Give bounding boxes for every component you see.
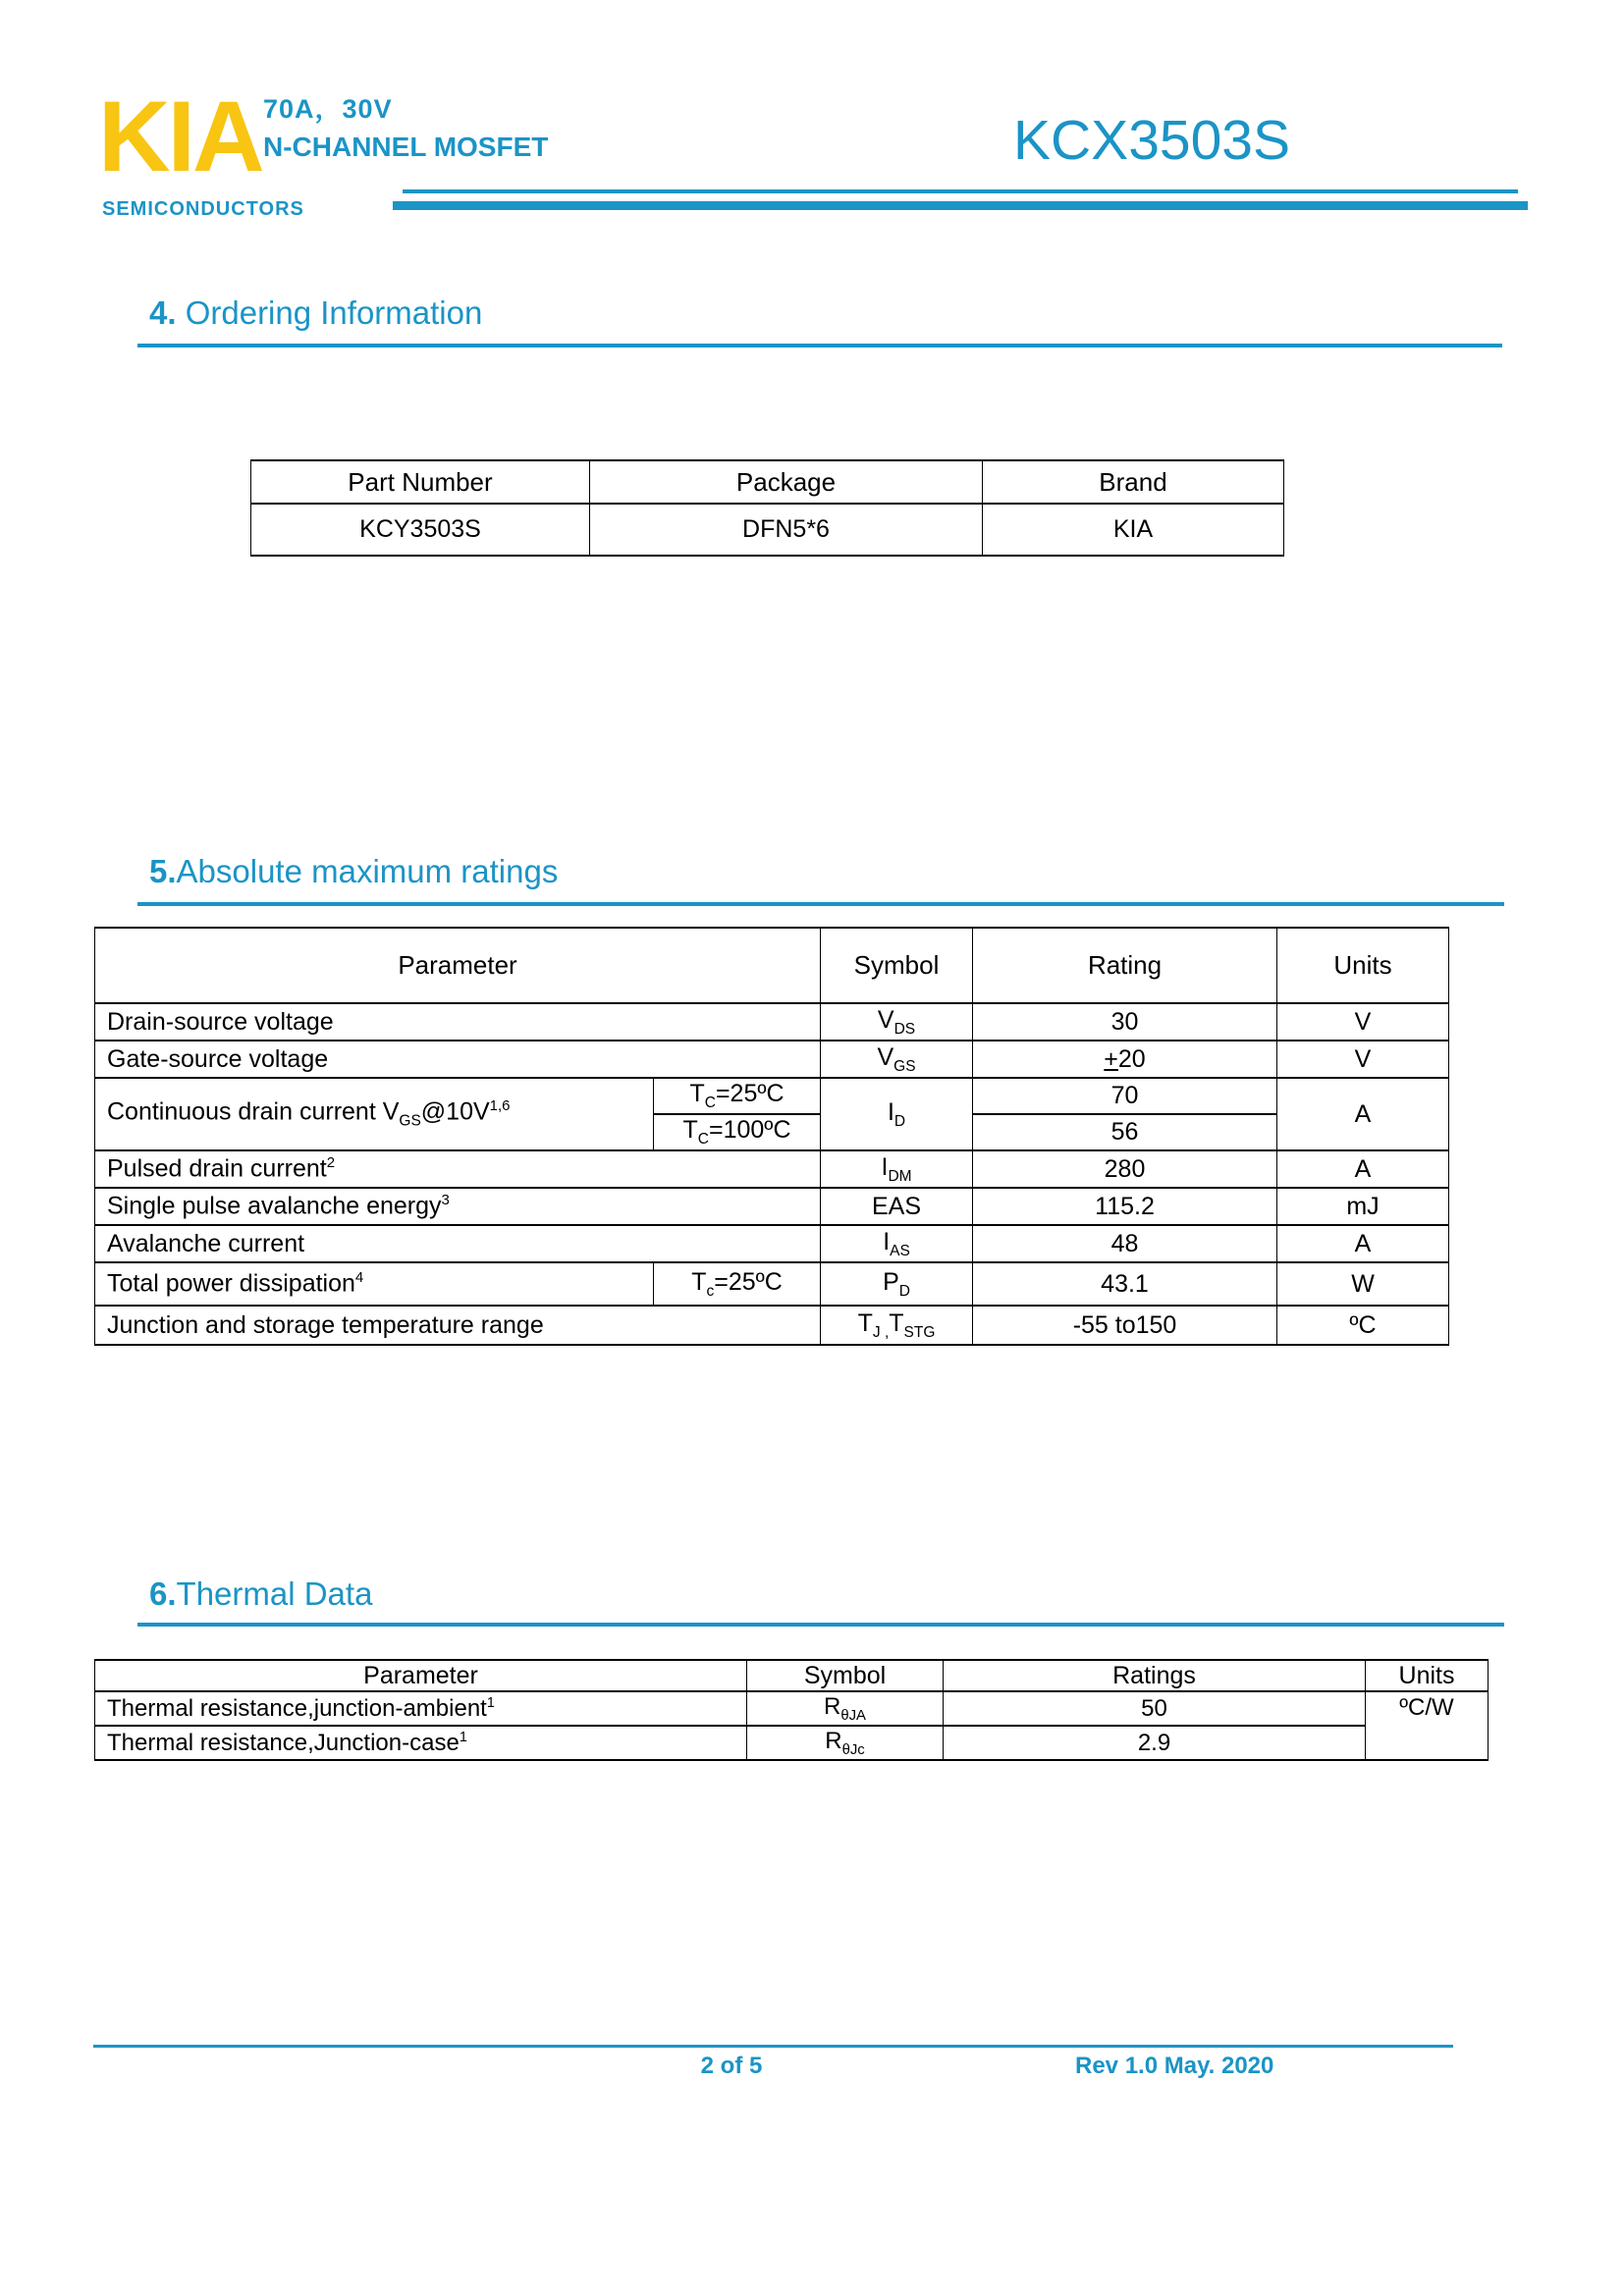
absmax-col-rating: Rating bbox=[973, 928, 1277, 1003]
vds-symbol: $V_{DS}$ bbox=[821, 1003, 973, 1041]
ordering-table-row bbox=[251, 504, 1284, 556]
ordering-part-number: KCY3503S bbox=[251, 504, 590, 556]
eas-units: mJ bbox=[1277, 1188, 1449, 1225]
id-parameter: Continuous drain current $V_{GS}@10V^{1,6}$ bbox=[95, 1078, 654, 1150]
eas-rating: 115.2 bbox=[973, 1188, 1277, 1225]
ordering-col-package: Package bbox=[590, 460, 983, 504]
absmax-header-row bbox=[95, 928, 1449, 1003]
thermal-row-rthjc bbox=[95, 1726, 1489, 1760]
ordering-col-part-number: Part Number bbox=[251, 460, 590, 504]
footer-divider bbox=[93, 2045, 1453, 2048]
absmax-row-tj bbox=[95, 1306, 1449, 1345]
id-rating-25c: 70 bbox=[973, 1078, 1277, 1114]
id-condition-25c: $T_C=25ºC$ bbox=[654, 1078, 821, 1114]
section-absmax-underline bbox=[137, 902, 1504, 906]
ias-rating: 48 bbox=[973, 1225, 1277, 1262]
absmax-row-vds bbox=[95, 1003, 1449, 1041]
ordering-table-header-row bbox=[251, 460, 1284, 504]
ordering-col-brand: Brand bbox=[983, 460, 1284, 504]
pd-rating: 43.1 bbox=[973, 1262, 1277, 1306]
absmax-row-eas bbox=[95, 1188, 1449, 1225]
section-absmax-heading bbox=[149, 853, 558, 890]
thermal-units: ºC/W bbox=[1366, 1691, 1489, 1760]
ordering-brand: KIA bbox=[983, 504, 1284, 556]
pd-symbol: $P_D$ bbox=[821, 1262, 973, 1306]
vds-rating: 30 bbox=[973, 1003, 1277, 1041]
tj-units: ºC bbox=[1277, 1306, 1449, 1345]
device-spec-current-voltage: 70A，30V bbox=[263, 94, 393, 124]
ordering-table bbox=[250, 459, 1284, 557]
rthjc-parameter: Thermal resistance,Junction-case$^1$ bbox=[95, 1726, 747, 1760]
absmax-row-id-25c bbox=[95, 1078, 1449, 1114]
section-absmax-number: 5. bbox=[149, 853, 177, 889]
id-condition-100c: $T_C=100ºC$ bbox=[654, 1114, 821, 1150]
brand-logo: KIA bbox=[98, 80, 262, 192]
section-thermal-underline bbox=[137, 1623, 1504, 1627]
tj-symbol: $T_{J ,}T_{STG}$ bbox=[821, 1306, 973, 1345]
absmax-row-vgs bbox=[95, 1041, 1449, 1078]
absmax-row-pd bbox=[95, 1262, 1449, 1306]
tj-parameter: Junction and storage temperature range bbox=[95, 1306, 821, 1345]
idm-units: A bbox=[1277, 1150, 1449, 1188]
pd-units: W bbox=[1277, 1262, 1449, 1306]
header-divider-thick bbox=[393, 201, 1528, 210]
id-symbol: $I_D$ bbox=[821, 1078, 973, 1150]
vds-units: V bbox=[1277, 1003, 1449, 1041]
thermal-header-row bbox=[95, 1660, 1489, 1691]
absmax-row-ias bbox=[95, 1225, 1449, 1262]
section-ordering-heading bbox=[149, 294, 482, 332]
absmax-table bbox=[94, 927, 1449, 1346]
rthjc-symbol: $R_{\theta Jc}$ bbox=[747, 1726, 944, 1760]
footer-revision: Rev 1.0 May. 2020 bbox=[1075, 2053, 1274, 2079]
brand-logo-subtext: SEMICONDUCTORS bbox=[102, 198, 304, 220]
eas-symbol: EAS bbox=[821, 1188, 973, 1225]
rthja-rating: 50 bbox=[944, 1691, 1366, 1726]
rthja-symbol: $R_{\theta JA}$ bbox=[747, 1691, 944, 1726]
section-thermal-heading bbox=[149, 1575, 372, 1613]
vgs-symbol: $V_{GS}$ bbox=[821, 1041, 973, 1078]
absmax-col-symbol: Symbol bbox=[821, 928, 973, 1003]
absmax-col-parameter: Parameter bbox=[95, 928, 821, 1003]
section-ordering-title: Ordering Information bbox=[176, 294, 483, 331]
vgs-units: V bbox=[1277, 1041, 1449, 1078]
tj-rating: -55 to150 bbox=[973, 1306, 1277, 1345]
eas-parameter: Single pulse avalanche energy$^3$ bbox=[95, 1188, 821, 1225]
section-thermal-title: Thermal Data bbox=[176, 1575, 373, 1612]
idm-symbol: $I_{DM}$ bbox=[821, 1150, 973, 1188]
ordering-package: DFN5*6 bbox=[590, 504, 983, 556]
vgs-parameter: Gate-source voltage bbox=[95, 1041, 821, 1078]
device-spec-block bbox=[263, 96, 548, 161]
idm-parameter: Pulsed drain current$^2$ bbox=[95, 1150, 821, 1188]
pd-parameter: Total power dissipation$^4$ bbox=[95, 1262, 654, 1306]
absmax-row-idm bbox=[95, 1150, 1449, 1188]
ias-symbol: $I_{AS}$ bbox=[821, 1225, 973, 1262]
thermal-table bbox=[94, 1659, 1489, 1761]
ias-parameter: Avalanche current bbox=[95, 1225, 821, 1262]
section-ordering-underline bbox=[137, 344, 1502, 347]
rthja-parameter: Thermal resistance,junction-ambient$^1$ bbox=[95, 1691, 747, 1726]
absmax-col-units: Units bbox=[1277, 928, 1449, 1003]
ias-units: A bbox=[1277, 1225, 1449, 1262]
vds-parameter: Drain-source voltage bbox=[95, 1003, 821, 1041]
rthjc-rating: 2.9 bbox=[944, 1726, 1366, 1760]
footer-page-indicator: 2 of 5 bbox=[700, 2053, 763, 2079]
idm-rating: 280 bbox=[973, 1150, 1277, 1188]
thermal-col-ratings: Ratings bbox=[944, 1660, 1366, 1691]
thermal-col-units: Units bbox=[1366, 1660, 1489, 1691]
thermal-row-rthja bbox=[95, 1691, 1489, 1726]
id-rating-100c: 56 bbox=[973, 1114, 1277, 1150]
section-ordering-number: 4. bbox=[149, 294, 177, 331]
part-number-title: KCX3503S bbox=[1013, 109, 1291, 172]
section-absmax-title: Absolute maximum ratings bbox=[176, 853, 559, 889]
header-divider-thin bbox=[403, 189, 1518, 193]
thermal-col-symbol: Symbol bbox=[747, 1660, 944, 1691]
device-spec-type: N-CHANNEL MOSFET bbox=[263, 132, 549, 162]
id-units: A bbox=[1277, 1078, 1449, 1150]
thermal-col-parameter: Parameter bbox=[95, 1660, 747, 1691]
vgs-rating: +20 bbox=[973, 1041, 1277, 1078]
section-thermal-number: 6. bbox=[149, 1575, 177, 1612]
pd-condition: $T_c=25ºC$ bbox=[654, 1262, 821, 1306]
